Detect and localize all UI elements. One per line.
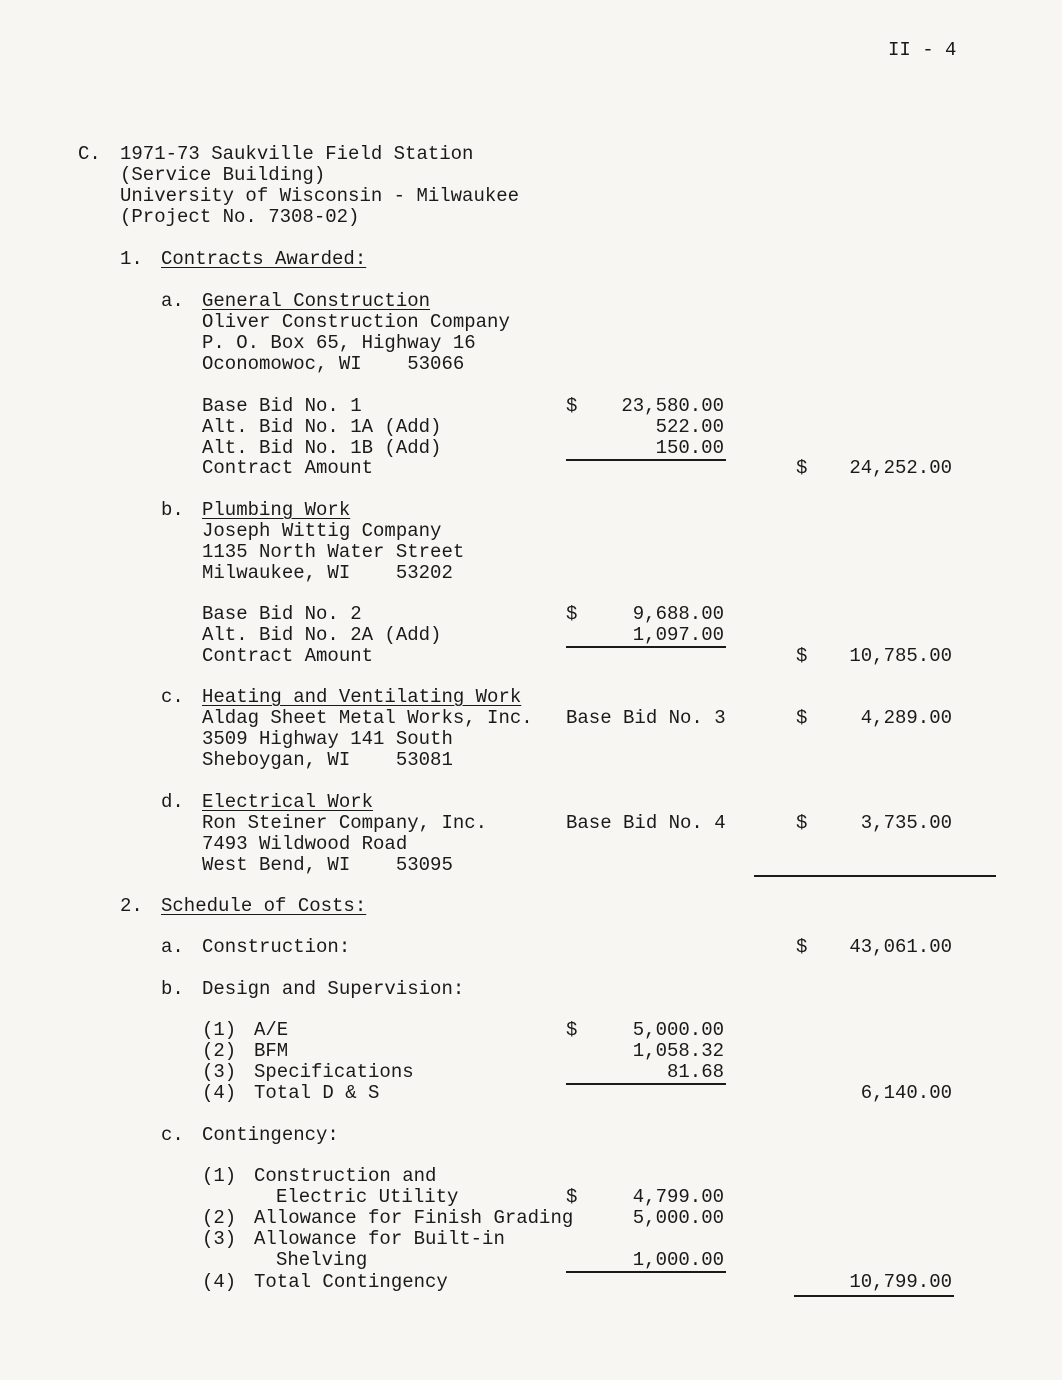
schedule-c-letter: c. (161, 1124, 184, 1146)
bid-amount: 23,580.00 (621, 395, 724, 417)
contract-amount-label: Contract Amount (202, 645, 374, 667)
contingency-label: Contingency: (202, 1124, 339, 1146)
section-letter: C. (78, 143, 101, 165)
total-rule (794, 1295, 954, 1297)
contingency-total: 10,799.00 (849, 1271, 952, 1293)
subtotal-rule (566, 646, 726, 648)
item-label: Total Contingency (254, 1271, 448, 1293)
contract-d-address-line: 7493 Wildwood Road (202, 833, 408, 855)
item-number: (4) (202, 1082, 237, 1104)
contract-c-address-line: Sheboygan, WI 53081 (202, 749, 453, 771)
item-label: A/E (254, 1019, 289, 1041)
contract-amount: 24,252.00 (849, 457, 952, 479)
item-amount: 1,000.00 (632, 1249, 724, 1271)
section-title-line: University of Wisconsin - Milwaukee (120, 185, 520, 207)
contract-a-address-line: P. O. Box 65, Highway 16 (202, 332, 476, 354)
contract-a-title: General Construction (202, 290, 431, 312)
dollar-sign: $ (566, 395, 578, 417)
item-amount: 1,058.32 (632, 1040, 724, 1062)
item-amount: 81.68 (666, 1061, 724, 1083)
dollar-sign: $ (796, 645, 808, 667)
bid-label: Base Bid No. 4 (566, 812, 726, 834)
construction-total: 43,061.00 (849, 936, 952, 958)
contracts-heading: Contracts Awarded: (161, 248, 367, 270)
contract-amount-label: Contract Amount (202, 457, 374, 479)
item-label: Specifications (254, 1061, 414, 1083)
item-label: Construction and (254, 1165, 437, 1187)
contract-amount: 10,785.00 (849, 645, 952, 667)
page-number: II - 4 (888, 39, 957, 61)
item-amount: 4,799.00 (632, 1186, 724, 1208)
total-rule (754, 875, 996, 877)
dollar-sign: $ (566, 603, 578, 625)
construction-label: Construction: (202, 936, 351, 958)
item-label-continued: Electric Utility (276, 1186, 459, 1208)
contract-b-letter: b. (161, 499, 184, 521)
contract-a-address-line: Oconomowoc, WI 53066 (202, 353, 465, 375)
contract-a-address-line: Oliver Construction Company (202, 311, 510, 333)
item-number: (1) (202, 1019, 237, 1041)
contract-amount: 4,289.00 (860, 707, 952, 729)
contract-d-title: Electrical Work (202, 791, 374, 813)
bid-amount: 9,688.00 (632, 603, 724, 625)
dollar-sign: $ (796, 936, 808, 958)
item-number: (3) (202, 1061, 237, 1083)
section-title-line: (Project No. 7308-02) (120, 206, 360, 228)
bid-amount: 522.00 (655, 416, 724, 438)
schedule-number: 2. (120, 895, 143, 917)
bid-label: Alt. Bid No. 2A (Add) (202, 624, 442, 646)
bid-amount: 150.00 (655, 437, 724, 459)
bid-label: Base Bid No. 3 (566, 707, 726, 729)
contract-c-letter: c. (161, 686, 184, 708)
contract-b-address-line: Milwaukee, WI 53202 (202, 562, 453, 584)
item-number: (1) (202, 1165, 237, 1187)
section-title-line: (Service Building) (120, 164, 326, 186)
contract-amount: 3,735.00 (860, 812, 952, 834)
design-supervision-total: 6,140.00 (860, 1082, 952, 1104)
item-label-continued: Shelving (276, 1249, 368, 1271)
subtotal-rule (566, 459, 726, 461)
item-label: Total D & S (254, 1082, 380, 1104)
subtotal-rule (566, 1083, 726, 1085)
item-label: BFM (254, 1040, 289, 1062)
item-amount: 5,000.00 (632, 1019, 724, 1041)
contract-d-address-line: Ron Steiner Company, Inc. (202, 812, 488, 834)
contract-b-address-line: Joseph Wittig Company (202, 520, 442, 542)
dollar-sign: $ (566, 1019, 578, 1041)
contract-a-letter: a. (161, 290, 184, 312)
section-title-line: 1971-73 Saukville Field Station (120, 143, 474, 165)
dollar-sign: $ (796, 812, 808, 834)
contract-b-address-line: 1135 North Water Street (202, 541, 465, 563)
bid-label: Base Bid No. 1 (202, 395, 362, 417)
contract-c-address-line: Aldag Sheet Metal Works, Inc. (202, 707, 533, 729)
contract-d-address-line: West Bend, WI 53095 (202, 854, 453, 876)
item-number: (4) (202, 1271, 237, 1293)
item-label: Allowance for Finish Grading (254, 1207, 574, 1229)
bid-label: Alt. Bid No. 1B (Add) (202, 437, 442, 459)
schedule-a-letter: a. (161, 936, 184, 958)
item-number: (2) (202, 1207, 237, 1229)
contract-d-letter: d. (161, 791, 184, 813)
dollar-sign: $ (796, 707, 808, 729)
bid-amount: 1,097.00 (632, 624, 724, 646)
item-number: (3) (202, 1228, 237, 1250)
item-label: Allowance for Built-in (254, 1228, 505, 1250)
design-supervision-label: Design and Supervision: (202, 978, 465, 1000)
schedule-b-letter: b. (161, 978, 184, 1000)
subtotal-rule (566, 1271, 726, 1273)
item-number: (2) (202, 1040, 237, 1062)
bid-label: Alt. Bid No. 1A (Add) (202, 416, 442, 438)
dollar-sign: $ (796, 457, 808, 479)
contract-c-address-line: 3509 Highway 141 South (202, 728, 453, 750)
contracts-number: 1. (120, 248, 143, 270)
bid-label: Base Bid No. 2 (202, 603, 362, 625)
contract-c-title: Heating and Ventilating Work (202, 686, 522, 708)
item-amount: 5,000.00 (632, 1207, 724, 1229)
dollar-sign: $ (566, 1186, 578, 1208)
contract-b-title: Plumbing Work (202, 499, 351, 521)
schedule-heading: Schedule of Costs: (161, 895, 367, 917)
